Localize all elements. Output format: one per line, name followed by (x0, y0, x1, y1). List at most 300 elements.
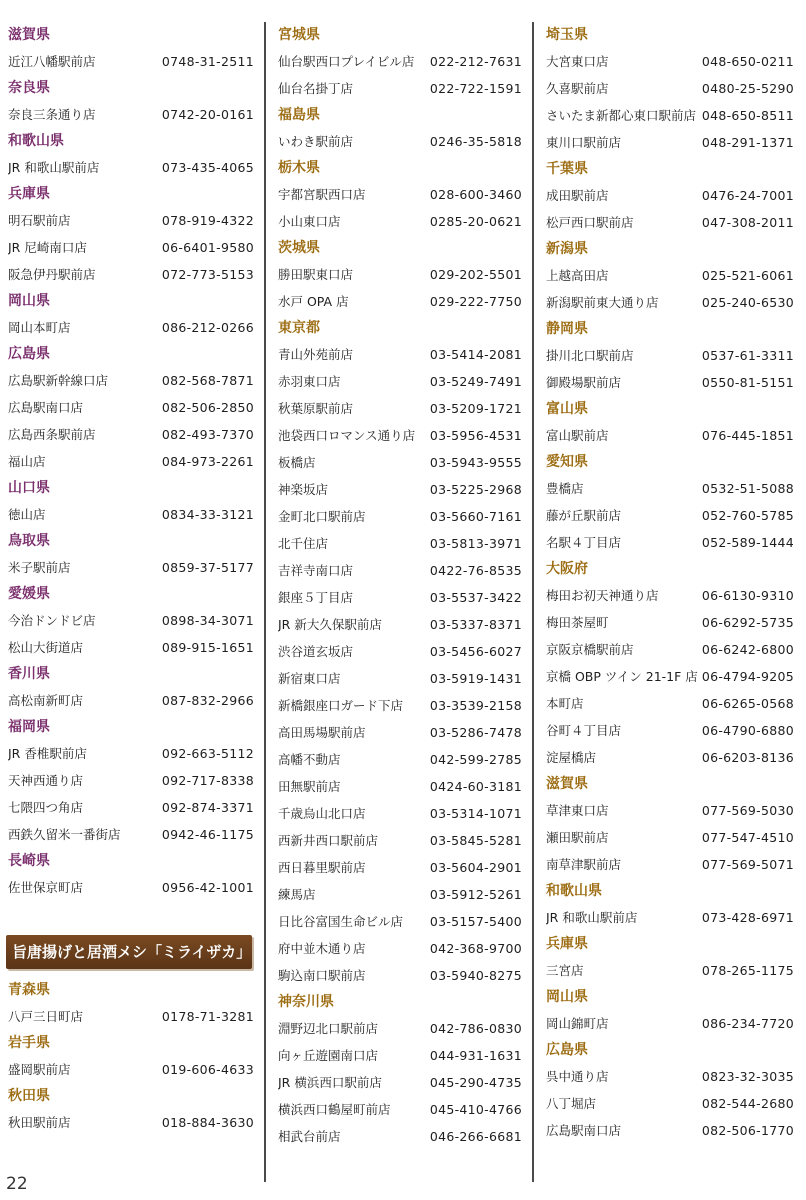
store-row (544, 1010, 794, 1037)
prefecture-heading: 栃木県 (278, 160, 320, 176)
store-name: 神楽坂店 (278, 482, 329, 497)
store-name: JR 和歌山駅前店 (546, 910, 638, 925)
store-name: 淵野辺北口駅前店 (278, 1021, 379, 1036)
store-name: 高田馬場駅前店 (278, 725, 366, 740)
store-name: いわき駅前店 (278, 134, 354, 149)
prefecture-group (544, 878, 794, 931)
store-row (544, 636, 794, 663)
store-phone: 03-5604-2901 (429, 860, 522, 875)
store-row (276, 908, 522, 935)
store-phone: 048-650-8511 (701, 108, 794, 123)
store-name: 成田駅前店 (546, 188, 609, 203)
store-name: 広島駅南口店 (8, 400, 84, 415)
store-name: 西日暮里駅前店 (278, 860, 366, 875)
prefecture-heading: 福岡県 (8, 719, 50, 735)
store-phone: 045-410-4766 (429, 1102, 522, 1117)
store-phone: 089-915-1651 (161, 640, 254, 655)
store-name: 今治ドンドビ店 (8, 613, 96, 628)
store-name: 広島西条駅前店 (8, 427, 96, 442)
prefecture-heading: 秋田県 (8, 1088, 50, 1104)
store-row (544, 663, 794, 690)
prefecture-heading: 茨城県 (278, 240, 320, 256)
store-row (276, 962, 522, 989)
store-name: 田無駅前店 (278, 779, 341, 794)
store-name: 天神西通り店 (8, 773, 84, 788)
store-name: 東川口駅前店 (546, 135, 622, 150)
prefecture-group (6, 75, 254, 128)
store-row (544, 369, 794, 396)
prefecture-group (6, 1083, 254, 1136)
store-name: 豊橋店 (546, 481, 584, 496)
store-phone: 0942-46-1175 (161, 827, 254, 842)
prefecture-group (544, 22, 794, 156)
store-row (6, 874, 254, 901)
prefecture-heading: 大阪府 (546, 561, 588, 577)
store-name: 秋葉原駅前店 (278, 401, 354, 416)
prefecture-heading: 神奈川県 (278, 994, 334, 1010)
store-phone: 077-569-5071 (701, 857, 794, 872)
store-row (544, 1117, 794, 1144)
prefecture-heading: 愛媛県 (8, 586, 50, 602)
prefecture-group (276, 22, 522, 102)
store-name: 秋田駅前店 (8, 1115, 71, 1130)
store-phone: 018-884-3630 (161, 1115, 254, 1130)
store-row (276, 208, 522, 235)
store-row (276, 584, 522, 611)
prefecture-group (6, 714, 254, 848)
store-phone: 0532-51-5088 (701, 481, 794, 496)
store-name: JR 新大久保駅前店 (278, 617, 382, 632)
banner-mirai-zaka: 旨唐揚げと居酒メシ「ミライザカ」 (6, 935, 252, 969)
store-name: 横浜西口鶴屋町前店 (278, 1102, 391, 1117)
store-phone: 03-5225-2968 (429, 482, 522, 497)
prefecture-heading: 新潟県 (546, 241, 588, 257)
store-phone: 086-212-0266 (161, 320, 254, 335)
store-name: 谷町４丁目店 (546, 723, 622, 738)
store-phone: 0246-35-5818 (429, 134, 522, 149)
prefecture-group (544, 396, 794, 449)
store-phone: 046-266-6681 (429, 1129, 522, 1144)
store-row (6, 101, 254, 128)
store-name: 大宮東口店 (546, 54, 609, 69)
store-row (6, 740, 254, 767)
store-row (544, 48, 794, 75)
store-name: JR 横浜西口駅前店 (278, 1075, 382, 1090)
store-row (544, 744, 794, 771)
store-phone: 06-6265-0568 (701, 696, 794, 711)
store-phone: 0823-32-3035 (701, 1069, 794, 1084)
prefecture-group (6, 977, 254, 1030)
store-phone: 03-5209-1721 (429, 401, 522, 416)
store-row (6, 314, 254, 341)
store-name: 赤羽東口店 (278, 374, 341, 389)
store-name: 吉祥寺南口店 (278, 563, 354, 578)
store-name: 呉中通り店 (546, 1069, 609, 1084)
store-row (276, 746, 522, 773)
store-name: 日比谷富国生命ビル店 (278, 914, 404, 929)
prefecture-heading: 広島県 (8, 346, 50, 362)
store-phone: 077-547-4510 (701, 830, 794, 845)
store-phone: 0834-33-3121 (161, 507, 254, 522)
store-row (276, 557, 522, 584)
store-name: 銀座５丁目店 (278, 590, 354, 605)
prefecture-group (544, 316, 794, 396)
store-phone: 0480-25-5290 (701, 81, 794, 96)
store-phone: 073-435-4065 (161, 160, 254, 175)
column-divider (264, 22, 266, 1182)
store-phone: 072-773-5153 (161, 267, 254, 282)
store-row (276, 1069, 522, 1096)
store-name: 三宮店 (546, 963, 584, 978)
store-name: 近江八幡駅前店 (8, 54, 96, 69)
prefecture-heading: 和歌山県 (546, 883, 602, 899)
store-phone: 084-973-2261 (161, 454, 254, 469)
store-name: 梅田お初天神通り店 (546, 588, 659, 603)
prefecture-heading: 東京都 (278, 320, 320, 336)
store-row (544, 209, 794, 236)
prefecture-group (6, 475, 254, 528)
store-row (544, 422, 794, 449)
prefecture-group (544, 984, 794, 1037)
store-name: 板橋店 (278, 455, 316, 470)
store-phone: 0424-60-3181 (429, 779, 522, 794)
store-row (544, 851, 794, 878)
store-phone: 078-265-1175 (701, 963, 794, 978)
prefecture-heading: 富山県 (546, 401, 588, 417)
store-row (544, 717, 794, 744)
prefecture-group (276, 235, 522, 315)
store-name: 岡山本町店 (8, 320, 71, 335)
store-row (544, 609, 794, 636)
store-row (6, 1056, 254, 1083)
store-phone: 03-5940-8275 (429, 968, 522, 983)
store-name: 渋谷道玄坂店 (278, 644, 354, 659)
store-row (276, 128, 522, 155)
store-phone: 06-6292-5735 (701, 615, 794, 630)
prefecture-heading: 宮城県 (278, 27, 320, 43)
prefecture-heading: 滋賀県 (8, 27, 50, 43)
prefecture-group (544, 156, 794, 236)
store-phone: 06-6401-9580 (161, 240, 254, 255)
prefecture-heading: 兵庫県 (8, 186, 50, 202)
prefecture-heading: 長崎県 (8, 853, 50, 869)
store-phone: 03-5660-7161 (429, 509, 522, 524)
prefecture-group (6, 128, 254, 181)
store-name: 勝田駅東口店 (278, 267, 354, 282)
store-phone: 03-5337-8371 (429, 617, 522, 632)
prefecture-heading: 福島県 (278, 107, 320, 123)
store-phone: 03-5845-5281 (429, 833, 522, 848)
prefecture-heading: 滋賀県 (546, 776, 588, 792)
store-row (544, 475, 794, 502)
store-row (6, 607, 254, 634)
prefecture-group (544, 449, 794, 556)
prefecture-heading: 岩手県 (8, 1035, 50, 1051)
prefecture-group (276, 102, 522, 155)
store-row (544, 75, 794, 102)
store-row (544, 289, 794, 316)
store-row (276, 48, 522, 75)
store-name: 草津東口店 (546, 803, 609, 818)
prefecture-group (6, 1030, 254, 1083)
store-row (544, 182, 794, 209)
prefecture-group (6, 848, 254, 901)
store-row (6, 234, 254, 261)
column-1 (6, 22, 254, 1136)
store-row (6, 448, 254, 475)
store-row (544, 1063, 794, 1090)
store-name: 八戸三日町店 (8, 1009, 84, 1024)
store-row (276, 476, 522, 503)
store-row (544, 502, 794, 529)
store-name: 八丁堀店 (546, 1096, 597, 1111)
store-row (6, 367, 254, 394)
prefecture-heading: 山口県 (8, 480, 50, 496)
store-name: 岡山錦町店 (546, 1016, 609, 1031)
store-phone: 03-5414-2081 (429, 347, 522, 362)
column-3 (544, 22, 794, 1144)
store-phone: 073-428-6971 (701, 910, 794, 925)
store-row (544, 582, 794, 609)
prefecture-group (6, 22, 254, 75)
store-phone: 0748-31-2511 (161, 54, 254, 69)
store-phone: 0859-37-5177 (161, 560, 254, 575)
store-name: 金町北口駅前店 (278, 509, 366, 524)
prefecture-heading: 兵庫県 (546, 936, 588, 952)
prefecture-heading: 和歌山県 (8, 133, 64, 149)
store-phone: 078-919-4322 (161, 213, 254, 228)
store-phone: 0285-20-0621 (429, 214, 522, 229)
store-name: 宇都宮駅西口店 (278, 187, 366, 202)
store-phone: 03-3539-2158 (429, 698, 522, 713)
store-name: 佐世保京町店 (8, 880, 84, 895)
prefecture-group (6, 581, 254, 661)
store-phone: 03-5956-4531 (429, 428, 522, 443)
store-phone: 052-589-1444 (701, 535, 794, 550)
prefecture-group (544, 236, 794, 316)
store-name: 西新井西口駅前店 (278, 833, 379, 848)
store-row (276, 261, 522, 288)
store-name: 奈良三条通り店 (8, 107, 96, 122)
store-row (276, 1042, 522, 1069)
store-row (276, 368, 522, 395)
prefecture-group (544, 771, 794, 878)
store-name: JR 尼崎南口店 (8, 240, 87, 255)
prefecture-heading: 広島県 (546, 1042, 588, 1058)
store-phone: 03-5813-3971 (429, 536, 522, 551)
prefecture-heading: 岡山県 (8, 293, 50, 309)
store-row (276, 449, 522, 476)
store-phone: 042-368-9700 (429, 941, 522, 956)
store-phone: 0550-81-5151 (701, 375, 794, 390)
store-name: 京阪京橋駅前店 (546, 642, 634, 657)
store-phone: 022-212-7631 (429, 54, 522, 69)
store-phone: 0422-76-8535 (429, 563, 522, 578)
store-row (544, 690, 794, 717)
store-phone: 06-4794-9205 (701, 669, 794, 684)
prefecture-heading: 静岡県 (546, 321, 588, 337)
store-row (544, 824, 794, 851)
store-phone: 092-663-5112 (161, 746, 254, 761)
prefecture-group (276, 155, 522, 235)
store-phone: 029-222-7750 (429, 294, 522, 309)
store-phone: 086-234-7720 (701, 1016, 794, 1031)
prefecture-heading: 奈良県 (8, 80, 50, 96)
prefecture-group (6, 288, 254, 341)
store-name: 仙台名掛丁店 (278, 81, 354, 96)
store-name: 新橋銀座口ガード下店 (278, 698, 404, 713)
store-row (276, 881, 522, 908)
store-row (544, 342, 794, 369)
store-row (6, 1109, 254, 1136)
store-name: 青山外苑前店 (278, 347, 354, 362)
store-name: 上越高田店 (546, 268, 609, 283)
prefecture-group (6, 661, 254, 714)
store-name: 広島駅南口店 (546, 1123, 622, 1138)
store-name: 駒込南口駅前店 (278, 968, 366, 983)
store-row (6, 687, 254, 714)
store-phone: 082-506-2850 (161, 400, 254, 415)
store-name: 米子駅前店 (8, 560, 71, 575)
store-phone: 082-568-7871 (161, 373, 254, 388)
store-name: 富山駅前店 (546, 428, 609, 443)
store-phone: 082-506-1770 (701, 1123, 794, 1138)
store-row (276, 773, 522, 800)
col1-after-groups (6, 977, 254, 1136)
store-phone: 06-6203-8136 (701, 750, 794, 765)
prefecture-group (6, 341, 254, 475)
store-phone: 082-493-7370 (161, 427, 254, 442)
store-phone: 03-5249-7491 (429, 374, 522, 389)
store-row (276, 181, 522, 208)
prefecture-group (544, 1037, 794, 1144)
store-phone: 03-5286-7478 (429, 725, 522, 740)
store-phone: 029-202-5501 (429, 267, 522, 282)
store-row (544, 529, 794, 556)
store-phone: 087-832-2966 (161, 693, 254, 708)
store-row (276, 719, 522, 746)
store-name: 新潟駅前東大通り店 (546, 295, 659, 310)
store-row (6, 554, 254, 581)
store-row (276, 611, 522, 638)
store-row (276, 422, 522, 449)
store-name: 明石駅前店 (8, 213, 71, 228)
prefecture-heading: 愛知県 (546, 454, 588, 470)
store-phone: 025-521-6061 (701, 268, 794, 283)
prefecture-heading: 香川県 (8, 666, 50, 682)
store-phone: 092-717-8338 (161, 773, 254, 788)
store-phone: 0178-71-3281 (161, 1009, 254, 1024)
store-name: 松戸西口駅前店 (546, 215, 634, 230)
store-row (6, 48, 254, 75)
prefecture-group (544, 556, 794, 771)
store-name: 名駅４丁目店 (546, 535, 622, 550)
store-name: 掛川北口駅前店 (546, 348, 634, 363)
store-row (6, 421, 254, 448)
store-phone: 045-290-4735 (429, 1075, 522, 1090)
prefecture-heading: 埼玉県 (546, 27, 588, 43)
store-row (276, 800, 522, 827)
store-row (276, 692, 522, 719)
store-row (544, 1090, 794, 1117)
store-row (276, 395, 522, 422)
store-phone: 0956-42-1001 (161, 880, 254, 895)
prefecture-group (276, 989, 522, 1150)
store-name: 松山大街道店 (8, 640, 84, 655)
store-name: 西鉄久留米一番街店 (8, 827, 121, 842)
store-row (276, 827, 522, 854)
store-name: 千歳烏山北口店 (278, 806, 366, 821)
store-row (276, 1123, 522, 1150)
store-row (6, 1003, 254, 1030)
store-name: さいたま新都心東口駅前店 (546, 108, 697, 123)
store-name: 水戸 OPA 店 (278, 294, 349, 309)
store-name: 福山店 (8, 454, 46, 469)
store-name: 梅田茶屋町 (546, 615, 609, 630)
store-phone: 028-600-3460 (429, 187, 522, 202)
store-row (6, 261, 254, 288)
store-phone: 03-5157-5400 (429, 914, 522, 929)
store-phone: 092-874-3371 (161, 800, 254, 815)
store-phone: 03-5912-5261 (429, 887, 522, 902)
store-row (6, 501, 254, 528)
store-phone: 06-6242-6800 (701, 642, 794, 657)
store-row (544, 102, 794, 129)
store-name: 御殿場駅前店 (546, 375, 622, 390)
store-phone: 076-445-1851 (701, 428, 794, 443)
store-name: 久喜駅前店 (546, 81, 609, 96)
store-name: 徳山店 (8, 507, 46, 522)
prefecture-group (6, 528, 254, 581)
store-row (6, 821, 254, 848)
column-divider (532, 22, 534, 1182)
store-phone: 0742-20-0161 (161, 107, 254, 122)
store-row (276, 503, 522, 530)
store-name: 高松南新町店 (8, 693, 84, 708)
store-name: 小山東口店 (278, 214, 341, 229)
store-row (6, 394, 254, 421)
store-phone: 042-599-2785 (429, 752, 522, 767)
store-name: 淀屋橋店 (546, 750, 597, 765)
store-phone: 03-5943-9555 (429, 455, 522, 470)
store-phone: 077-569-5030 (701, 803, 794, 818)
store-row (6, 634, 254, 661)
store-name: 七隈四つ角店 (8, 800, 84, 815)
store-row (276, 530, 522, 557)
store-name: 広島駅新幹線口店 (8, 373, 109, 388)
store-row (544, 904, 794, 931)
store-row (544, 797, 794, 824)
store-row (6, 207, 254, 234)
store-phone: 0898-34-3071 (161, 613, 254, 628)
store-name: 新宿東口店 (278, 671, 341, 686)
store-name: 瀬田駅前店 (546, 830, 609, 845)
store-name: JR 和歌山駅前店 (8, 160, 100, 175)
store-phone: 044-931-1631 (429, 1048, 522, 1063)
store-phone: 03-5456-6027 (429, 644, 522, 659)
store-phone: 06-6130-9310 (701, 588, 794, 603)
store-phone: 052-760-5785 (701, 508, 794, 523)
store-phone: 0476-24-7001 (701, 188, 794, 203)
store-row (276, 75, 522, 102)
prefecture-group (276, 315, 522, 989)
store-name: 相武台前店 (278, 1129, 341, 1144)
store-row (276, 1015, 522, 1042)
store-name: 阪急伊丹駅前店 (8, 267, 96, 282)
store-row (6, 794, 254, 821)
prefecture-heading: 岡山県 (546, 989, 588, 1005)
store-phone: 06-4790-6880 (701, 723, 794, 738)
